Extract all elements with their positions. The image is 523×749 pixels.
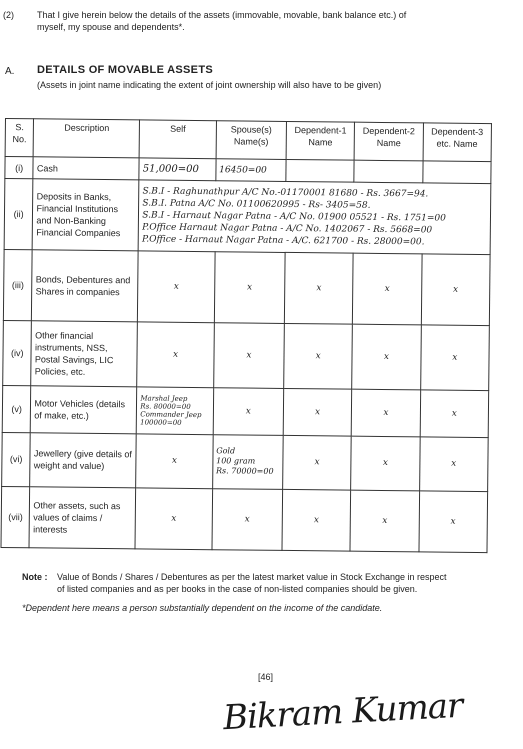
- cross-mark: x: [283, 388, 352, 435]
- cross-mark: x: [214, 252, 285, 324]
- note-label: Note :: [22, 572, 48, 582]
- cross-mark: x: [137, 322, 214, 388]
- row-sno: (iii): [3, 250, 32, 321]
- cross-mark: x: [283, 435, 352, 490]
- table-row: [3, 250, 490, 326]
- note-text: [57, 571, 517, 595]
- table-row: [3, 321, 490, 391]
- cross-mark: x: [352, 324, 421, 390]
- row-sno: (vii): [1, 487, 30, 548]
- cross-mark: x: [351, 436, 420, 491]
- header-self: Self: [139, 120, 216, 159]
- row-description: Other financial instruments, NSS, Postal Savings, LIC Policies, etc.: [31, 321, 138, 387]
- cash-dependent-3: [422, 161, 491, 184]
- intro-line-2: myself, my spouse and dependents*.: [37, 22, 185, 32]
- cross-mark: x: [284, 253, 353, 325]
- cross-mark: x: [135, 488, 212, 550]
- deposit-line: S.B.I - Harnaut Nagar Patna - A/C No. 01900 05521 - Rs. 1751=00: [142, 210, 446, 224]
- section-subtitle: (Assets in joint name indicating the extent of joint ownership will also have to be given): [37, 80, 382, 90]
- cross-mark: x: [213, 323, 284, 389]
- movable-assets-table: [0, 118, 491, 553]
- intro-text: [37, 9, 507, 33]
- cross-mark: x: [420, 325, 489, 391]
- vehicle-details: [137, 387, 214, 434]
- deposit-line: S.B.I - Raghunathpur A/C No.-01170001 81680 - Rs. 3667=94.: [142, 186, 429, 200]
- header-dependent-2: Dependent-2 Name: [354, 122, 423, 161]
- jewellery-line: Rs. 70000=00: [215, 466, 274, 477]
- deposit-details: [138, 180, 490, 255]
- row-description: Bonds, Debentures and Shares in companies: [32, 250, 139, 322]
- header-dependent-3: Dependent-3 etc. Name: [423, 123, 492, 162]
- table-row: [4, 179, 491, 255]
- vehicle-line: Commander Jeep: [140, 410, 202, 419]
- cross-mark: x: [138, 251, 215, 323]
- row-sno: (ii): [4, 179, 33, 250]
- deposit-line: P.Office Harnaut Nagar Patna - A/C No. 1402067 - Rs. 5668=00: [142, 222, 433, 236]
- intro-line-1: That I give herein below the details of the assets (immovable, movable, bank balance etc.) of: [37, 10, 407, 20]
- note-line-1: Value of Bonds / Shares / Debentures as per the latest market value in Stock Exchange in respect: [57, 572, 447, 582]
- vehicle-line: 100000=00: [140, 418, 182, 427]
- cash-dependent-1: [286, 159, 355, 182]
- vehicle-line: Marshal Jeep: [140, 394, 188, 403]
- dependent-footnote: *Dependent here means a person substantially dependent on the income of the candidate.: [22, 603, 383, 613]
- intro-number: (2): [3, 10, 14, 20]
- cash-self-value: 51,000=00: [139, 158, 216, 181]
- row-description: Cash: [33, 157, 139, 180]
- row-description: Motor Vehicles (details of make, etc.): [31, 386, 137, 434]
- header-spouse: Spouse(s) Name(s): [216, 121, 287, 160]
- jewellery-line: Gold: [216, 446, 236, 456]
- cross-mark: x: [353, 253, 422, 325]
- row-description: Other assets, such as values of claims / interests: [29, 487, 136, 549]
- row-description: Deposits in Banks, Financial Institutions and Non-Banking Financial Companies: [33, 179, 140, 251]
- cross-mark: x: [419, 491, 488, 553]
- row-sno: (i): [5, 157, 34, 180]
- note-line-2: of listed companies and as per books in the case of non-listed companies should be given.: [57, 584, 418, 594]
- table-row: [2, 432, 489, 492]
- cross-mark: x: [136, 433, 213, 488]
- page-number: [46]: [258, 672, 274, 682]
- cross-mark: x: [350, 490, 419, 552]
- table-row: [2, 385, 488, 437]
- cross-mark: x: [212, 489, 283, 551]
- signature: Bikram Kumar: [222, 685, 464, 739]
- cross-mark: x: [352, 389, 421, 436]
- cross-mark: x: [284, 324, 353, 390]
- table-row: [1, 487, 488, 553]
- row-sno: (v): [2, 385, 31, 432]
- section-letter: A.: [5, 66, 15, 77]
- cross-mark: x: [419, 436, 488, 491]
- row-sno: (vi): [2, 432, 31, 487]
- header-dependent-1: Dependent-1 Name: [286, 121, 355, 160]
- jewellery-details: [212, 434, 283, 489]
- cash-spouse-value: 16450=00: [216, 159, 286, 182]
- deposit-line: P.Office - Harnaut Nagar Patna - A/C. 621700 - Rs. 28000=00.: [142, 234, 425, 248]
- jewellery-line: 100 gram: [216, 456, 256, 466]
- vehicle-line: Rs. 80000=00: [140, 402, 191, 411]
- row-description: Jewellery (give details of weight and value): [30, 432, 136, 488]
- header-sno: S. No.: [5, 119, 34, 157]
- cross-mark: x: [420, 390, 489, 437]
- header-description: Description: [34, 119, 140, 158]
- cross-mark: x: [213, 388, 284, 435]
- cash-dependent-2: [354, 160, 423, 183]
- row-sno: (iv): [3, 321, 32, 386]
- deposit-line: S.B.I. Patna A/C No. 01100620995 - Rs- 3405=58.: [142, 198, 371, 212]
- cross-mark: x: [282, 490, 351, 552]
- cross-mark: x: [421, 254, 490, 326]
- section-title: DETAILS OF MOVABLE ASSETS: [37, 64, 213, 76]
